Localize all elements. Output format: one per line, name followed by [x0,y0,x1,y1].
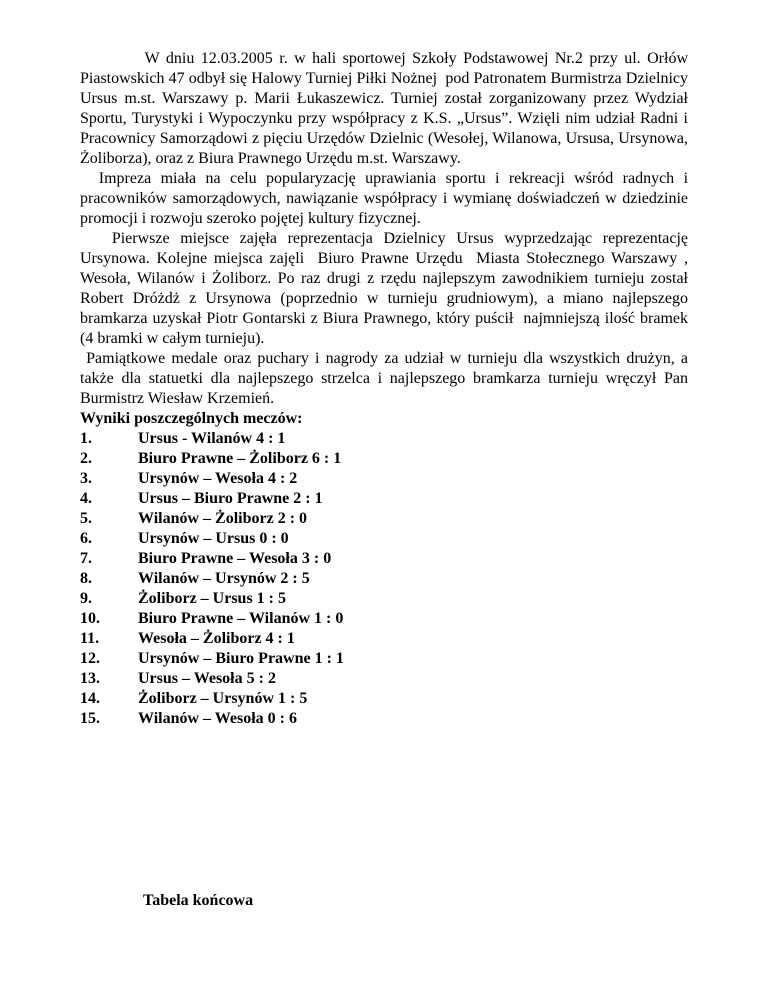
paragraph-purpose: Impreza miała na celu popularyzację uprawiania sportu i rekreacji wśród radnych i pracowników samorządowych, nawiązanie współpracy i wymianę doświadczeń w dziedzinie promocji i rozwoju szeroko pojętej kultury fizycznej. [80,170,693,227]
result-item [80,529,688,549]
result-item [80,649,688,669]
result-text: Ursus - Wilanów 4 : 1 [138,430,286,447]
result-number: 12. [80,650,100,667]
result-number: 9. [80,590,92,607]
result-text: Wilanów – Żoliborz 2 : 0 [138,510,308,527]
result-number: 13. [80,670,100,687]
result-item [80,629,688,649]
result-item [80,509,688,529]
result-number: 7. [80,550,92,567]
result-number: 14. [80,690,100,707]
result-number: 10. [80,610,100,627]
result-item [80,429,688,449]
result-item [80,689,688,709]
result-number: 6. [80,530,92,547]
result-item [80,609,688,629]
result-number: 3. [80,470,92,487]
result-text: Ursynów – Ursus 0 : 0 [138,530,289,547]
result-text: Wilanów – Ursynów 2 : 5 [138,570,310,587]
result-number: 15. [80,710,100,727]
result-text: Ursynów – Wesoła 4 : 2 [138,470,298,487]
result-text: Wilanów – Wesoła 0 : 6 [138,710,297,727]
result-item [80,569,688,589]
paragraph-intro: W dniu 12.03.2005 r. w hali sportowej Szkoły Podstawowej Nr.2 przy ul. Orłów Piastowskich 47 odbył się Halowy Turniej Piłki Nożnej pod Patronatem Burmistrza Dzielnicy Ursus m.st. Warszawy p. Marii Łukaszewicz. Turniej został zorganizowany przez Wydział Sportu, Turystyki i Wypoczynku przy współpracy z K.S. „Ursus”. Wzięli nim udział Radni i Pracownicy Samorządowi z pięciu Urzędów Dzielnic (Wesołej, Wilanowa, Ursusa, Ursynowa, Żoliborza), oraz z Biura Prawnego Urzędu m.st. Warszawy. [80,50,693,167]
result-number: 5. [80,510,92,527]
paragraph-awards: Pamiątkowe medale oraz puchary i nagrody za udział w turnieju dla wszystkich drużyn, a także dla statuetki dla najlepszego strzelca i najlepszego bramkarza turnieju wręczył Pan Burmistrz Wiesław Krzemień. [80,350,692,407]
result-number: 11. [80,630,100,647]
results-list [80,429,688,729]
result-number: 2. [80,450,92,467]
result-text: Ursynów – Biuro Prawne 1 : 1 [138,650,344,667]
results-heading: Wyniki poszczególnych meczów: [80,410,303,427]
result-item [80,489,688,509]
result-item [80,449,688,469]
result-text: Biuro Prawne – Wesoła 3 : 0 [138,550,332,567]
result-text: Biuro Prawne – Żoliborz 6 : 1 [138,450,342,467]
paragraph-placings: Pierwsze miejsce zajęła reprezentacja Dzielnicy Ursus wyprzedzając reprezentację Ursynowa. Kolejne miejsca zajęli Biuro Prawne Urzędu Miasta Stołecznego Warszawy , Wesoła, Wilanów i Żoliborz. Po raz drugi z rzędu najlepszym zawodnikiem turnieju został Robert Dróżdż z Ursynowa (poprzednio w turnieju grudniowym), a miano najlepszego bramkarza uzyskał Piotr Gontarski z Biura Prawnego, który puścił najmniejszą ilość bramek (4 bramki w całym turnieju). [80,230,692,347]
result-item [80,669,688,689]
result-item [80,469,688,489]
result-text: Biuro Prawne – Wilanów 1 : 0 [138,610,344,627]
final-table-title: Tabela końcowa [143,892,254,909]
result-number: 1. [80,430,92,447]
result-text: Wesoła – Żoliborz 4 : 1 [138,630,295,647]
result-text: Żoliborz – Ursynów 1 : 5 [138,690,308,707]
result-text: Ursus – Wesoła 5 : 2 [138,670,276,687]
result-number: 8. [80,570,92,587]
document-body [80,49,693,729]
result-number: 4. [80,490,92,507]
result-text: Żoliborz – Ursus 1 : 5 [138,590,286,607]
result-item [80,589,688,609]
result-item [80,709,688,729]
result-item [80,549,688,569]
result-text: Ursus – Biuro Prawne 2 : 1 [138,490,323,507]
